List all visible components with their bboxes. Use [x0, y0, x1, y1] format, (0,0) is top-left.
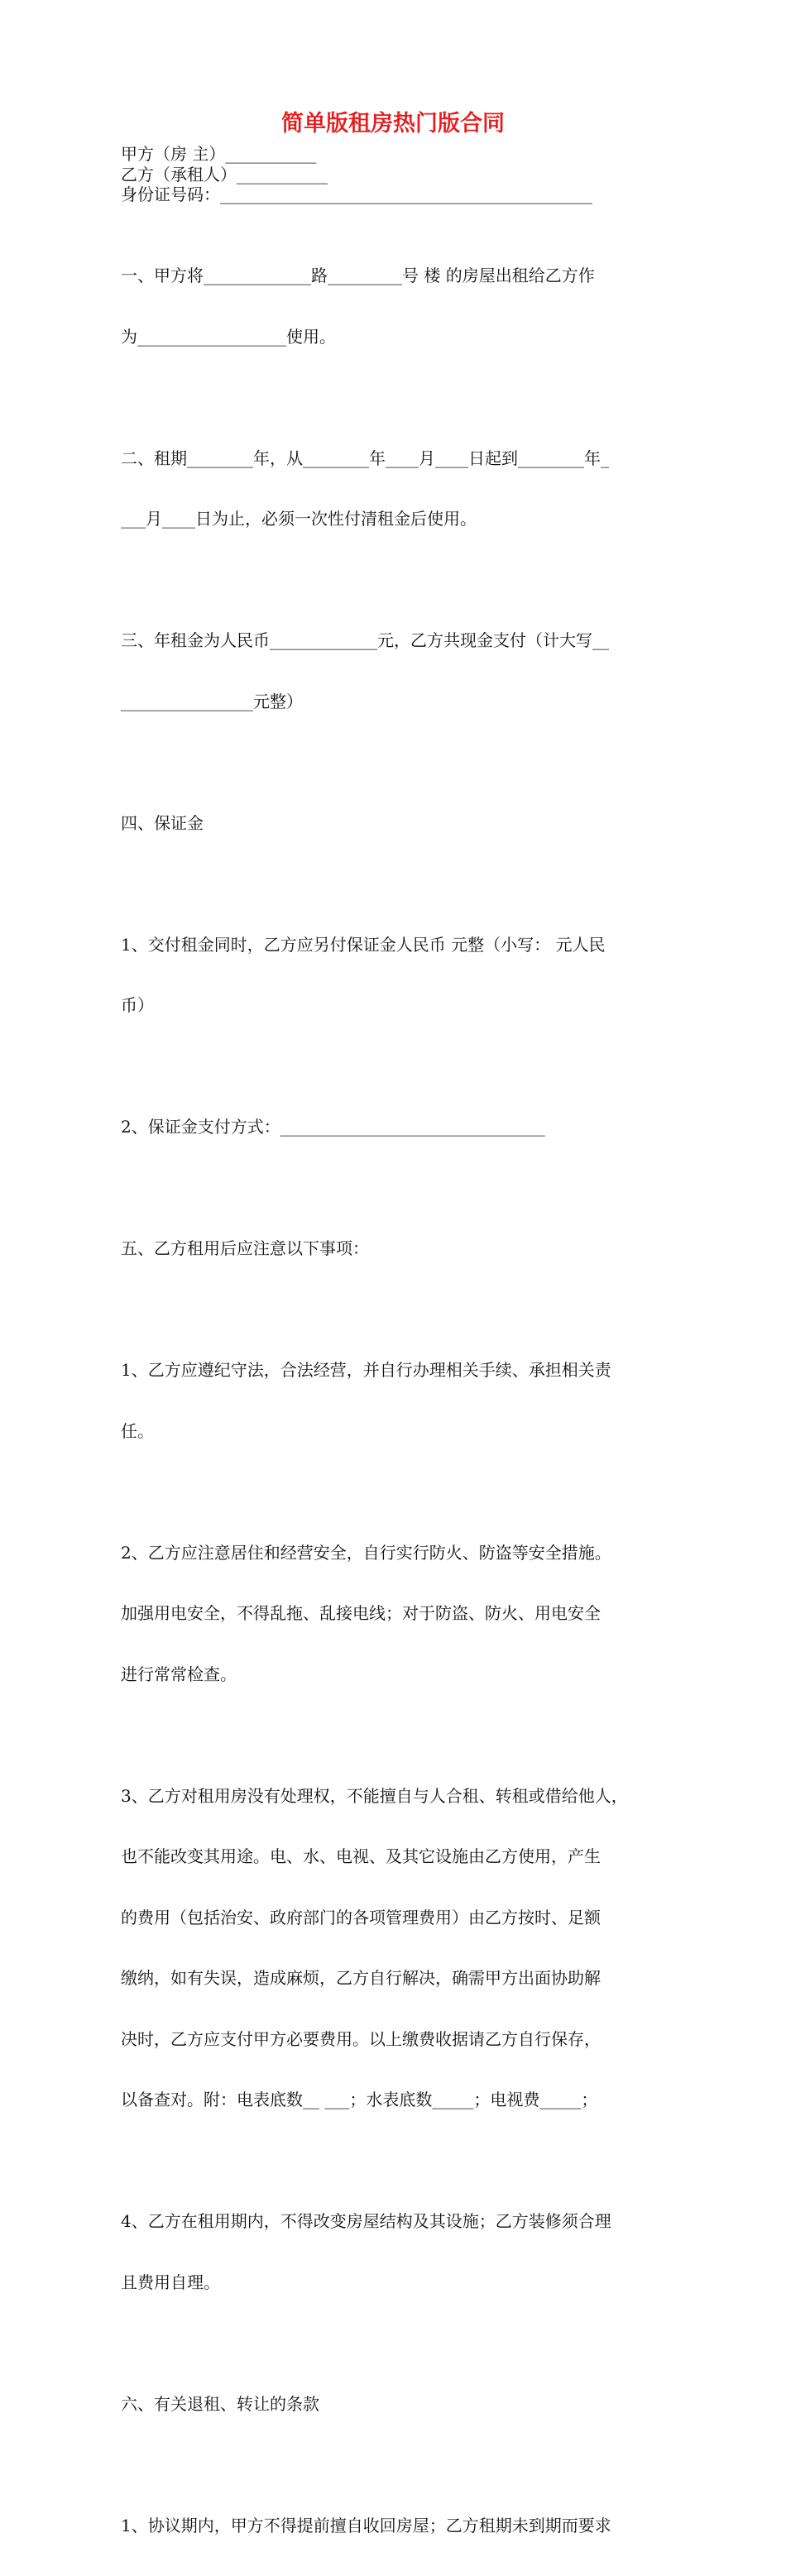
termination-item-1 — [121, 2475, 675, 2576]
document-body — [121, 144, 675, 2576]
clause-line: 五、乙方租用后应注意以下事项： — [121, 1238, 675, 1259]
notes-item-1 — [121, 1319, 675, 1482]
clause-line: 1、交付租金同时，乙方应另付保证金人民币 元整（小写： 元人民 — [121, 935, 675, 955]
clause-1-lease-premises — [121, 225, 675, 387]
clause-3-annual-rent — [121, 590, 675, 752]
notes-item-4 — [121, 2171, 675, 2333]
clause-line: 且费用自理。 — [121, 2272, 675, 2293]
parties-block — [121, 144, 675, 205]
clause-line: 3、乙方对租用房没有处理权，不能擅自与人合租、转租或借给他人， — [121, 1786, 675, 1807]
deposit-item-1 — [121, 894, 675, 1056]
clause-line: 四、保证金 — [121, 813, 675, 834]
clause-line: ___月____日为止，必须一次性付清租金后使用。 — [121, 509, 675, 529]
document-page — [0, 0, 786, 1112]
clause-line: 2、保证金支付方式：________________________________ — [121, 1117, 675, 1137]
notes-item-2 — [121, 1502, 675, 1726]
document-title: 简单版租房热门版合同 — [0, 108, 786, 141]
section-5-heading-notes — [121, 1198, 675, 1300]
clause-line: 加强用电安全，不得乱拖、乱接电线；对于防盗、防火、用电安全 — [121, 1603, 675, 1624]
notes-item-3 — [121, 1745, 675, 2151]
clause-line: 1、协议期内，甲方不得提前擅自收回房屋；乙方租期未到期而要求 — [121, 2516, 675, 2536]
clause-line: 决时，乙方应支付甲方必要费用。以上缴费收据请乙方自行保存， — [121, 2029, 675, 2050]
clause-line: 二、租期________年，从________年____月____日起到________年_ — [121, 448, 675, 469]
clause-line: 也不能改变其用途。电、水、电视、及其它设施由乙方使用，产生 — [121, 1846, 675, 1867]
clause-line: 任。 — [121, 1421, 675, 1442]
clause-line: 进行常常检查。 — [121, 1664, 675, 1685]
section-6-heading-termination — [121, 2353, 675, 2455]
clause-2-lease-term — [121, 408, 675, 570]
clause-line: 缴纳，如有失误，造成麻烦，乙方自行解决，确需甲方出面协助解 — [121, 1968, 675, 1989]
clause-line: 为__________________使用。 — [121, 327, 675, 347]
deposit-item-2 — [121, 1076, 675, 1178]
clause-line: 的费用（包括治安、政府部门的各项管理费用）由乙方按时、足额 — [121, 1908, 675, 1928]
clause-line: 三、年租金为人民币_____________元，乙方共现金支付（计大写__ — [121, 630, 675, 651]
clause-line: 4、乙方在租用期内，不得改变房屋结构及其设施；乙方装修须合理 — [121, 2211, 675, 2232]
clause-line: 一、甲方将_____________路_________号 楼 的房屋出租给乙方作 — [121, 266, 675, 286]
party-a-line: 甲方（房 主）___________ — [121, 144, 675, 165]
clause-line: 以备查对。附：电表底数__ ___；水表底数_____；电视费_____； — [121, 2090, 675, 2110]
party-b-line: 乙方（承租人）___________ — [121, 165, 675, 185]
clause-line: 2、乙方应注意居住和经营安全，自行实行防火、防盗等安全措施。 — [121, 1543, 675, 1563]
clause-line: ________________元整） — [121, 692, 675, 712]
section-4-heading-deposit — [121, 773, 675, 874]
clause-line: 六、有关退租、转让的条款 — [121, 2394, 675, 2415]
clause-line: 币） — [121, 995, 675, 1016]
clause-line: 1、乙方应遵纪守法，合法经营，并自行办理相关手续、承担相关责 — [121, 1360, 675, 1381]
id-number-line: 身份证号码：_____________________________________________ — [121, 184, 675, 205]
